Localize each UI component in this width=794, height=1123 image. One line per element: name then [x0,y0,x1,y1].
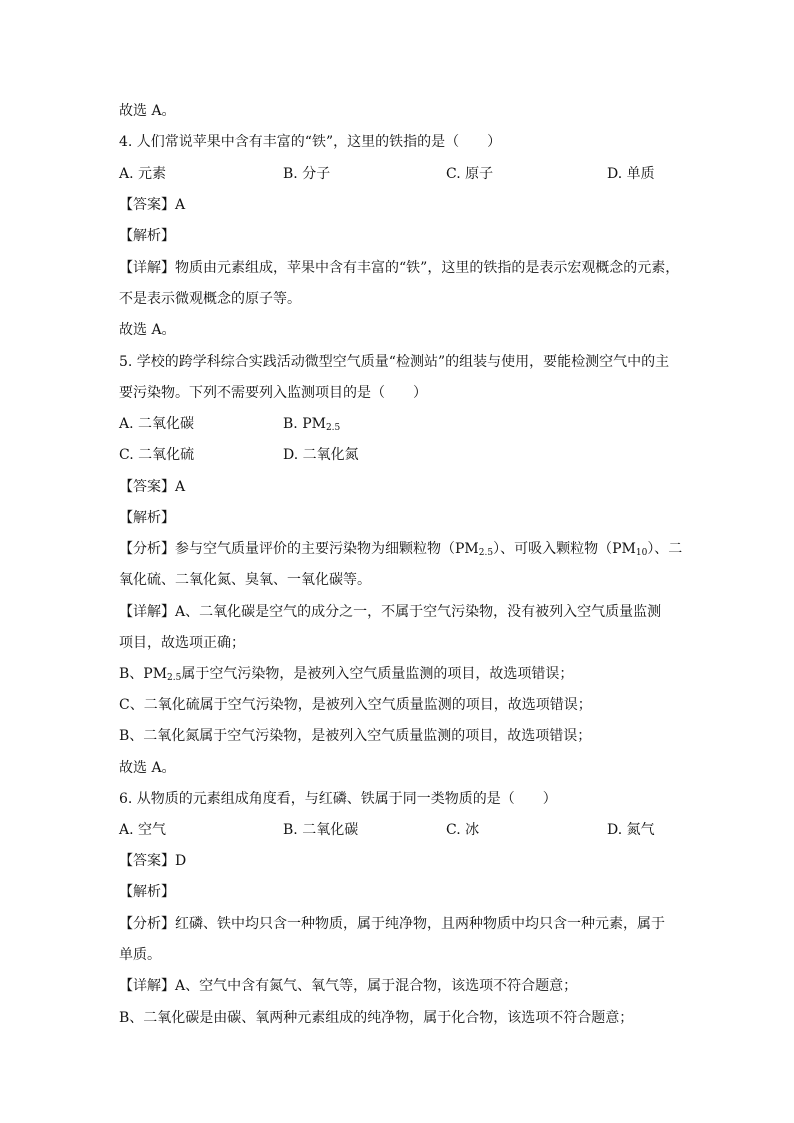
q5-option-d: D. 二氧化氮 [283,447,359,463]
analysis-text: 【分析】红磷、铁中均只含一种物质，属于纯净物，且两种物质中均只含一种元素，属于 [119,916,665,932]
q6-option-d: D. 氮气 [607,822,655,838]
question-5-stem: 5. 学校的跨学科综合实践活动微型空气质量“检测站”的组装与使用，要能检测空气中的主 [119,354,670,370]
conclusion-line: 故选 A。 [119,322,176,338]
conclusion-line: 故选 A。 [119,760,176,776]
q5-option-b: B. $PM_{2.5}$ [283,416,341,433]
q5-option-a: A. 二氧化碳 [119,416,195,432]
analysis-label: 【解析】 [119,228,175,244]
question-6-stem: 6. 从物质的元素组成角度看，与红磷、铁属于同一类物质的是（ ） [119,791,557,807]
question-5-stem: 要污染物。下列不需要列入监测项目的是（ ） [119,385,427,401]
detail-text: 【详解】物质由元素组成，苹果中含有丰富的“铁”，这里的铁指的是表示宏观概念的元素， [119,260,680,276]
answer-label: 【答案】A [119,197,186,213]
detail-text: 项目，故选项正确； [119,635,245,651]
q4-option-c: C. 原子 [446,166,494,182]
detail-text: B、$PM_{2.5}$属于空气污染物，是被列入空气质量监测的项目，故选项错误； [119,666,574,683]
analysis-label: 【解析】 [119,510,175,526]
analysis-text: 【分析】参与空气质量评价的主要污染物为细颗粒物$(PM_{2.5})$、可吸入颗粒物$(PM_{10})$、二 [119,541,683,558]
detail-text: 不是表示微观概念的原子等。 [119,291,301,307]
q4-option-a: A. 元素 [119,166,167,182]
detail-text: 【详解】A、空气中含有氮气、氧气等，属于混合物，该选项不符合题意； [119,978,578,994]
q6-option-c: C. 冰 [446,822,480,838]
detail-text: B、二氧化碳是由碳、氧两种元素组成的纯净物，属于化合物，该选项不符合题意； [119,1010,634,1026]
question-4-stem: 4. 人们常说苹果中含有丰富的“铁”，这里的铁指的是（ ） [119,134,502,150]
detail-text: 【详解】A、二氧化碳是空气的成分之一，不属于空气污染物，没有被列入空气质量监测 [119,604,662,620]
conclusion-line: 故选 A。 [119,103,176,119]
q6-option-a: A. 空气 [119,822,167,838]
detail-text: C、二氧化硫属于空气污染物，是被列入空气质量监测的项目，故选项错误； [119,697,592,713]
answer-label: 【答案】D [119,853,187,869]
analysis-text: 氧化硫、二氧化氮、臭氧、一氧化碳等。 [119,572,371,588]
q5-option-c: C. 二氧化硫 [119,447,195,463]
detail-text: B、二氧化氮属于空气污染物，是被列入空气质量监测的项目，故选项错误； [119,728,592,744]
q4-option-b: B. 分子 [283,166,331,182]
analysis-label: 【解析】 [119,884,175,900]
answer-label: 【答案】A [119,479,186,495]
q4-option-d: D. 单质 [607,166,655,182]
analysis-text: 单质。 [119,947,161,963]
q6-option-b: B. 二氧化碳 [283,822,359,838]
